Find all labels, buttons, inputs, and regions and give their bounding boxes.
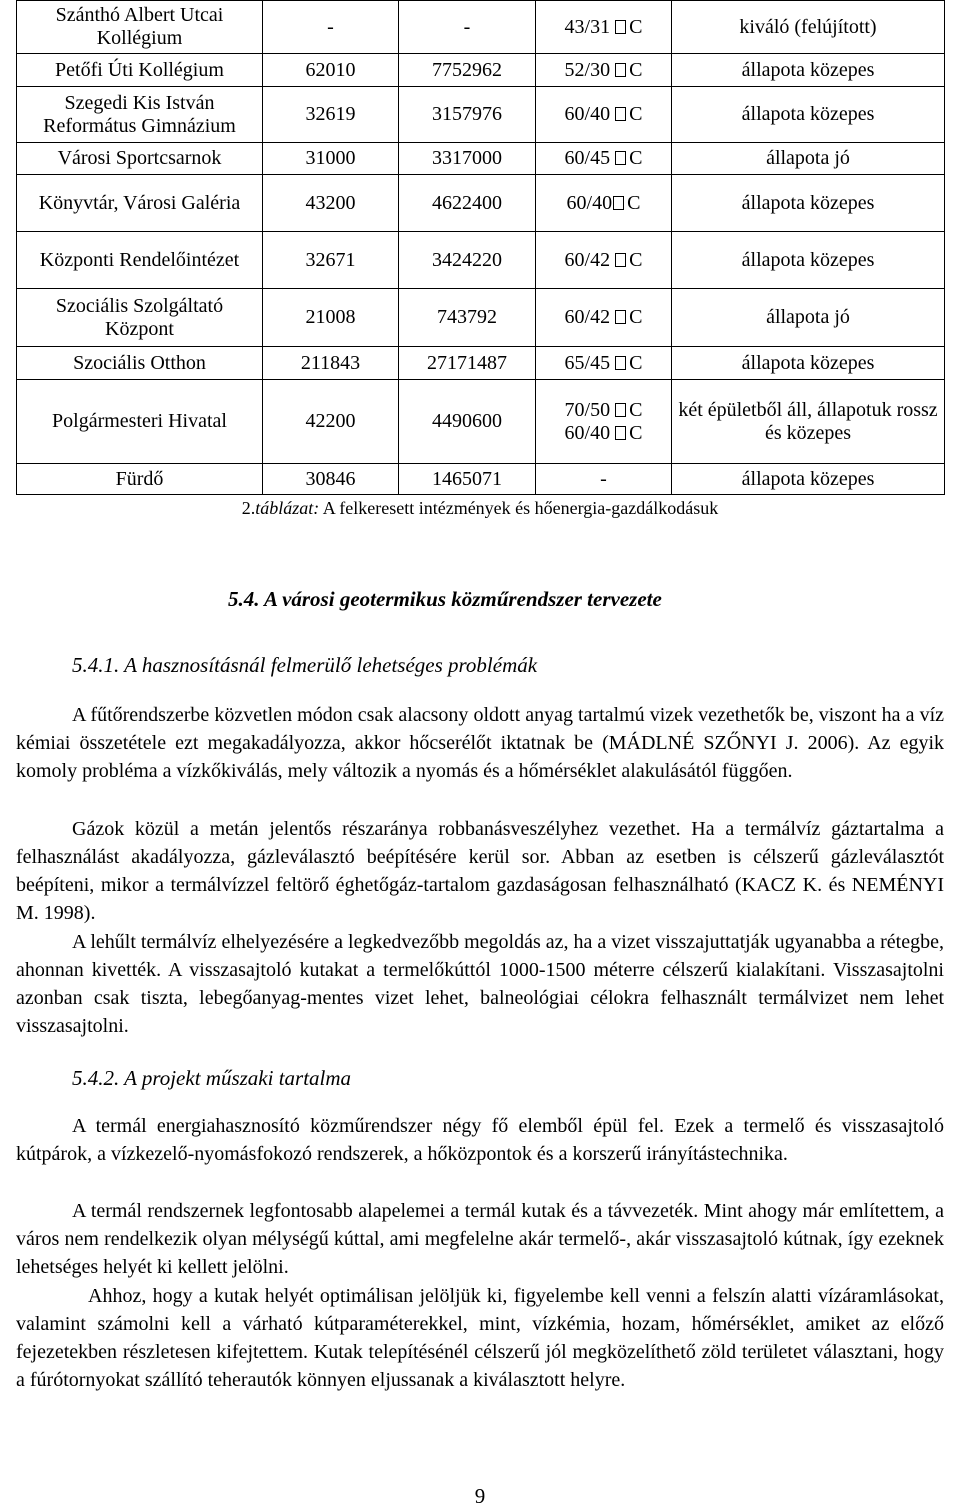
- cell-name: Szociális Otthon: [17, 347, 263, 380]
- paragraph: Ahhoz, hogy a kutak helyét optimálisan jelöljük ki, figyelembe kell venni a felszín alatti vízáramlásokat, valamint számolni kell a várható kútparaméterekkel, mint, vízkémia, hozam, hőmérséklet, amiket az előző fejezetekben részletesen kifejtettem. Kutak telepítésénél célszerű jól megközelíthető zöld területet választani, hogy a fúrótornyokat szállító teherautók könnyen eljussanak a kiválasztott helyre.: [16, 1285, 944, 1391]
- degree-symbol-placeholder: [615, 356, 626, 370]
- cell-name: Polgármesteri Hivatal: [17, 380, 263, 464]
- cell-temp: 60/40 C: [536, 87, 672, 143]
- cell-temp: -: [536, 464, 672, 495]
- degree-symbol-placeholder: [615, 151, 626, 165]
- institutions-table: [16, 0, 945, 495]
- subsection-heading: 5.4.2. A projekt műszaki tartalma: [72, 1066, 352, 1090]
- cell-value-b: -: [399, 1, 536, 54]
- cell-value-b: 7752962: [399, 54, 536, 87]
- cell-value-b: 743792: [399, 289, 536, 347]
- cell-temp: 60/42 C: [536, 232, 672, 289]
- cell-value-b: 1465071: [399, 464, 536, 495]
- degree-symbol-placeholder: [613, 196, 624, 210]
- cell-value-a: 211843: [263, 347, 399, 380]
- degree-symbol-placeholder: [615, 310, 626, 324]
- cell-state: állapota jó: [672, 143, 945, 175]
- table-row: [17, 87, 945, 143]
- paragraph: A lehűlt termálvíz elhelyezésére a legkedvezőbb megoldás az, ha a vizet visszajuttatják ugyanabba a rétegbe, ahonnan kivették. A visszasajtoló kutakat a termelőkúttól 1000-1500 méterre célszerű kialakítani. Visszasajtolni azonban csak tiszta, lebegőanyag-mentes vizet lehet, balneológiai célokra felhasznált termálvizet nem lehet visszasajtolni.: [16, 931, 944, 1037]
- cell-state: állapota közepes: [672, 175, 945, 232]
- cell-state: állapota közepes: [672, 54, 945, 87]
- table-row: [17, 54, 945, 87]
- cell-state: állapota közepes: [672, 232, 945, 289]
- cell-value-a: 62010: [263, 54, 399, 87]
- cell-state: két épületből áll, állapotuk rossz és közepes: [672, 380, 945, 464]
- cell-value-b: 4490600: [399, 380, 536, 464]
- subsection-heading: 5.4.1. A hasznosításnál felmerülő lehetséges problémák: [72, 653, 538, 677]
- cell-value-a: 42200: [263, 380, 399, 464]
- cell-state: állapota közepes: [672, 87, 945, 143]
- degree-symbol-placeholder: [615, 403, 626, 417]
- cell-state: állapota közepes: [672, 347, 945, 380]
- table-row: [17, 1, 945, 54]
- cell-temp: 60/42 C: [536, 289, 672, 347]
- table-row: [17, 347, 945, 380]
- cell-name: Könyvtár, Városi Galéria: [17, 175, 263, 232]
- degree-symbol-placeholder: [615, 426, 626, 440]
- cell-temp: 52/30 C: [536, 54, 672, 87]
- paragraph: A fűtőrendszerbe közvetlen módon csak alacsony oldott anyag tartalmú vizek vezethetők be, viszont ha a víz kémiai összetétele ezt megakadályozza, akkor hőcserélőt iktatnak be (MÁDLNÉ SZŐNYI J. 2006). Az egyik komoly probléma a vízkőkiválás, mely változik a nyomás és a hőmérséklet alakulásától függően.: [16, 704, 944, 782]
- degree-symbol-placeholder: [615, 63, 626, 77]
- cell-value-a: -: [263, 1, 399, 54]
- cell-value-a: 21008: [263, 289, 399, 347]
- cell-value-b: 3317000: [399, 143, 536, 175]
- cell-temp: 43/31 C: [536, 1, 672, 54]
- table-row: [17, 232, 945, 289]
- cell-value-b: 3157976: [399, 87, 536, 143]
- cell-value-a: 31000: [263, 143, 399, 175]
- cell-value-b: 27171487: [399, 347, 536, 380]
- cell-name: Szociális Szolgáltató Központ: [17, 289, 263, 347]
- cell-temp: 60/40 C: [536, 175, 672, 232]
- table-row: [17, 143, 945, 175]
- table-row: [17, 175, 945, 232]
- cell-state: állapota közepes: [672, 464, 945, 495]
- cell-name: Városi Sportcsarnok: [17, 143, 263, 175]
- table-caption: 2.táblázat: A felkeresett intézmények és hőenergia-gazdálkodásuk: [241, 498, 719, 518]
- cell-state: állapota jó: [672, 289, 945, 347]
- cell-name: Központi Rendelőintézet: [17, 232, 263, 289]
- cell-value-a: 32619: [263, 87, 399, 143]
- table-row: [17, 380, 945, 464]
- cell-name: Petőfi Úti Kollégium: [17, 54, 263, 87]
- table-row: [17, 289, 945, 347]
- cell-value-a: 43200: [263, 175, 399, 232]
- cell-value-a: 32671: [263, 232, 399, 289]
- table-row: [17, 464, 945, 495]
- cell-name: Fürdő: [17, 464, 263, 495]
- cell-temp: 65/45 C: [536, 347, 672, 380]
- section-heading: 5.4. A városi geotermikus közműrendszer tervezete: [228, 587, 662, 611]
- degree-symbol-placeholder: [615, 20, 626, 34]
- cell-value-b: 3424220: [399, 232, 536, 289]
- cell-temp: 60/45 C: [536, 143, 672, 175]
- paragraph: A termál rendszernek legfontosabb alapelemei a termál kutak és a távvezeték. Mint ahogy már említettem, a város nem rendelkezik olyan mélységű kúttal, ami megfelelne akár termelő-, akár visszasajtoló kútnak, így ezeknek lehetséges helyét ki kellett jelölni.: [16, 1200, 944, 1278]
- cell-state: kiváló (felújított): [672, 1, 945, 54]
- cell-value-b: 4622400: [399, 175, 536, 232]
- cell-value-a: 30846: [263, 464, 399, 495]
- degree-symbol-placeholder: [615, 253, 626, 267]
- page-number: 9: [474, 1484, 486, 1508]
- degree-symbol-placeholder: [615, 107, 626, 121]
- paragraph: Gázok közül a metán jelentős részaránya robbanásveszélyhez vezethet. Ha a termálvíz gáztartalma a felhasználást akadályozza, gázleválasztó beépítésére kerül sor. Abban az esetben is célszerű gázleválasztót beépíteni, mikor a termálvízzel feltörő éghetőgáz-tartalom gazdaságosan felhasználható (KACZ K. és NEMÉNYI M. 1998).: [16, 818, 944, 924]
- paragraph: A termál energiahasznosító közműrendszer négy fő elemből épül fel. Ezek a termelő és visszasajtoló kútpárok, a vízkezelő-nyomásfokozó rendszerek, a hőközpontok és a korszerű irányítástechnika.: [16, 1115, 944, 1165]
- cell-name: Szánthó Albert Utcai Kollégium: [17, 1, 263, 54]
- cell-temp: 70/50 C 60/40 C: [536, 380, 672, 464]
- cell-name: Szegedi Kis István Református Gimnázium: [17, 87, 263, 143]
